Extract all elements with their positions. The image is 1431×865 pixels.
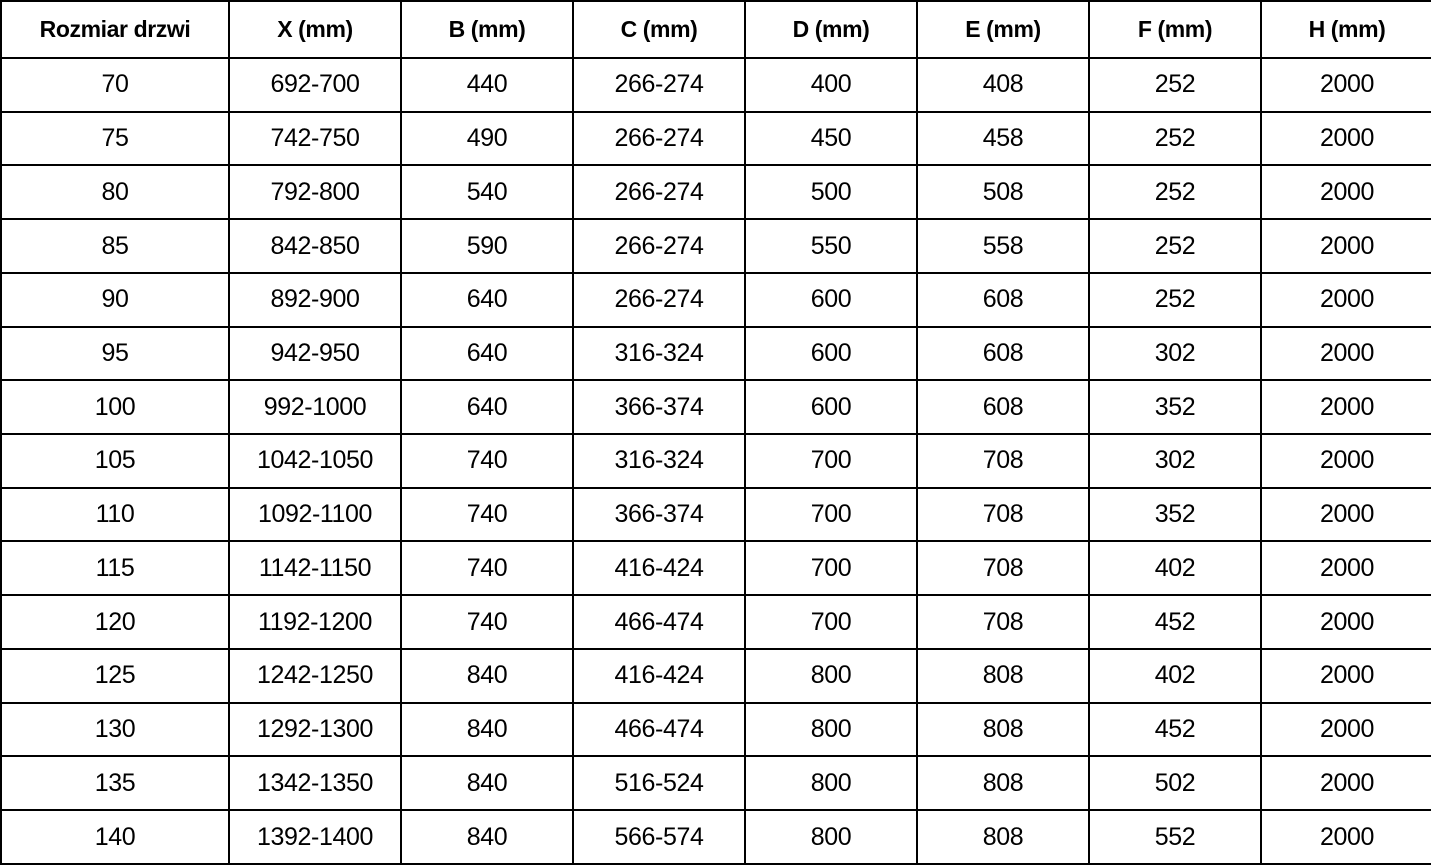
table-row	[1, 434, 1431, 488]
door-size-cell: 140	[1, 810, 229, 864]
dimension-cell: 2000	[1261, 703, 1431, 757]
column-header-2: B (mm)	[401, 1, 573, 58]
dimension-cell: 508	[917, 165, 1089, 219]
dimension-cell: 2000	[1261, 380, 1431, 434]
dimension-cell: 2000	[1261, 219, 1431, 273]
dimension-cell: 408	[917, 58, 1089, 112]
dimension-cell: 552	[1089, 810, 1261, 864]
door-size-cell: 100	[1, 380, 229, 434]
dimension-cell: 2000	[1261, 112, 1431, 166]
dimension-cell: 708	[917, 434, 1089, 488]
table-row	[1, 649, 1431, 703]
dimension-cell: 252	[1089, 112, 1261, 166]
door-size-cell: 95	[1, 327, 229, 381]
dimension-cell: 608	[917, 380, 1089, 434]
table-row	[1, 703, 1431, 757]
dimension-cell: 2000	[1261, 434, 1431, 488]
dimension-cell: 608	[917, 273, 1089, 327]
dimension-cell: 266-274	[573, 58, 745, 112]
dimension-cell: 490	[401, 112, 573, 166]
table-row	[1, 756, 1431, 810]
dimension-cell: 608	[917, 327, 1089, 381]
dimension-cell: 800	[745, 810, 917, 864]
dimension-cell: 1292-1300	[229, 703, 401, 757]
dimension-cell: 800	[745, 756, 917, 810]
dimension-cell: 792-800	[229, 165, 401, 219]
dimension-cell: 440	[401, 58, 573, 112]
dimension-cell: 450	[745, 112, 917, 166]
table-row	[1, 488, 1431, 542]
dimension-cell: 2000	[1261, 595, 1431, 649]
table-row	[1, 541, 1431, 595]
dimension-cell: 1092-1100	[229, 488, 401, 542]
dimension-cell: 1242-1250	[229, 649, 401, 703]
dimension-cell: 1192-1200	[229, 595, 401, 649]
dimension-cell: 840	[401, 810, 573, 864]
column-header-7: H (mm)	[1261, 1, 1431, 58]
dimension-cell: 266-274	[573, 219, 745, 273]
column-header-3: C (mm)	[573, 1, 745, 58]
dimension-cell: 466-474	[573, 595, 745, 649]
dimension-cell: 502	[1089, 756, 1261, 810]
dimension-cell: 740	[401, 541, 573, 595]
table-row	[1, 112, 1431, 166]
dimension-cell: 2000	[1261, 58, 1431, 112]
dimension-cell: 458	[917, 112, 1089, 166]
column-header-6: F (mm)	[1089, 1, 1261, 58]
dimension-cell: 708	[917, 595, 1089, 649]
dimension-cell: 1342-1350	[229, 756, 401, 810]
dimension-cell: 266-274	[573, 112, 745, 166]
dimension-cell: 1392-1400	[229, 810, 401, 864]
dimension-cell: 500	[745, 165, 917, 219]
dimension-cell: 452	[1089, 703, 1261, 757]
door-size-cell: 135	[1, 756, 229, 810]
table-row	[1, 327, 1431, 381]
table-row	[1, 165, 1431, 219]
dimension-cell: 708	[917, 541, 1089, 595]
dimension-cell: 366-374	[573, 488, 745, 542]
dimension-cell: 740	[401, 488, 573, 542]
dimension-cell: 842-850	[229, 219, 401, 273]
table-header	[1, 1, 1431, 58]
dimension-cell: 252	[1089, 219, 1261, 273]
door-size-cell: 130	[1, 703, 229, 757]
dimension-cell: 316-324	[573, 434, 745, 488]
door-size-cell: 85	[1, 219, 229, 273]
dimension-cell: 700	[745, 488, 917, 542]
dimension-cell: 2000	[1261, 756, 1431, 810]
dimension-cell: 402	[1089, 541, 1261, 595]
dimension-cell: 366-374	[573, 380, 745, 434]
dimension-cell: 892-900	[229, 273, 401, 327]
dimension-cell: 740	[401, 434, 573, 488]
dimension-cell: 640	[401, 273, 573, 327]
dimension-cell: 808	[917, 810, 1089, 864]
door-size-cell: 120	[1, 595, 229, 649]
dimension-cell: 840	[401, 756, 573, 810]
dimension-cell: 416-424	[573, 649, 745, 703]
dimension-cell: 558	[917, 219, 1089, 273]
dimension-cell: 416-424	[573, 541, 745, 595]
dimension-cell: 708	[917, 488, 1089, 542]
dimension-cell: 640	[401, 380, 573, 434]
dimension-cell: 566-574	[573, 810, 745, 864]
dimension-cell: 808	[917, 756, 1089, 810]
dimension-cell: 840	[401, 703, 573, 757]
header-row	[1, 1, 1431, 58]
column-header-0: Rozmiar drzwi	[1, 1, 229, 58]
dimension-cell: 302	[1089, 327, 1261, 381]
dimension-cell: 452	[1089, 595, 1261, 649]
dimension-cell: 252	[1089, 273, 1261, 327]
dimension-cell: 402	[1089, 649, 1261, 703]
dimension-cell: 252	[1089, 58, 1261, 112]
dimension-cell: 740	[401, 595, 573, 649]
table-body	[1, 58, 1431, 864]
dimension-cell: 992-1000	[229, 380, 401, 434]
dimension-cell: 352	[1089, 488, 1261, 542]
table-row	[1, 380, 1431, 434]
door-size-cell: 105	[1, 434, 229, 488]
dimension-cell: 700	[745, 541, 917, 595]
dimension-cell: 700	[745, 434, 917, 488]
dimension-cell: 2000	[1261, 649, 1431, 703]
dimension-cell: 600	[745, 327, 917, 381]
door-size-cell: 70	[1, 58, 229, 112]
dimension-cell: 800	[745, 703, 917, 757]
dimension-cell: 466-474	[573, 703, 745, 757]
dimension-cell: 2000	[1261, 541, 1431, 595]
dimension-cell: 2000	[1261, 810, 1431, 864]
door-size-cell: 75	[1, 112, 229, 166]
dimension-cell: 808	[917, 703, 1089, 757]
dimension-cell: 302	[1089, 434, 1261, 488]
dimension-cell: 600	[745, 273, 917, 327]
dimension-cell: 540	[401, 165, 573, 219]
door-size-cell: 90	[1, 273, 229, 327]
dimension-cell: 516-524	[573, 756, 745, 810]
dimension-cell: 600	[745, 380, 917, 434]
dimension-cell: 266-274	[573, 165, 745, 219]
dimension-cell: 640	[401, 327, 573, 381]
door-size-cell: 115	[1, 541, 229, 595]
dimension-cell: 400	[745, 58, 917, 112]
dimension-cell: 808	[917, 649, 1089, 703]
dimension-cell: 2000	[1261, 165, 1431, 219]
table-row	[1, 219, 1431, 273]
door-size-cell: 125	[1, 649, 229, 703]
table-row	[1, 810, 1431, 864]
dimension-cell: 742-750	[229, 112, 401, 166]
dimension-cell: 316-324	[573, 327, 745, 381]
dimension-cell: 840	[401, 649, 573, 703]
dimension-cell: 942-950	[229, 327, 401, 381]
dimension-cell: 2000	[1261, 488, 1431, 542]
dimension-cell: 800	[745, 649, 917, 703]
dimension-cell: 2000	[1261, 273, 1431, 327]
dimension-cell: 252	[1089, 165, 1261, 219]
dimension-cell: 2000	[1261, 327, 1431, 381]
column-header-5: E (mm)	[917, 1, 1089, 58]
table-row	[1, 595, 1431, 649]
table-row	[1, 273, 1431, 327]
dimension-cell: 266-274	[573, 273, 745, 327]
dimension-cell: 692-700	[229, 58, 401, 112]
column-header-1: X (mm)	[229, 1, 401, 58]
door-size-cell: 80	[1, 165, 229, 219]
column-header-4: D (mm)	[745, 1, 917, 58]
dimension-cell: 550	[745, 219, 917, 273]
door-size-cell: 110	[1, 488, 229, 542]
dimension-cell: 590	[401, 219, 573, 273]
dimension-cell: 700	[745, 595, 917, 649]
dimension-cell: 1142-1150	[229, 541, 401, 595]
dimension-cell: 352	[1089, 380, 1261, 434]
dimension-cell: 1042-1050	[229, 434, 401, 488]
table-row	[1, 58, 1431, 112]
